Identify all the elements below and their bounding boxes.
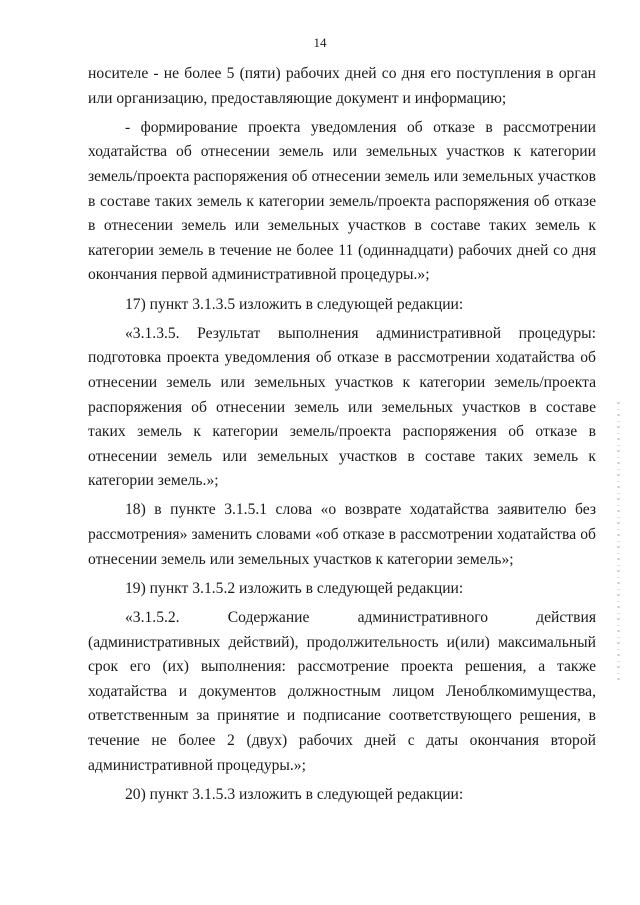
paragraph-formation-item: - формирование проекта уведомления об отказе в рассмотрении ходатайства об отнесении земель или земельных участков к категории земель/проекта распоряжения об отнесении земель или земельных участков в составе таких земель к категории земель/проекта распоряжения об отказе в отнесении земель или земельных участков в составе таких земель к категории земель в течение не более 11 (одиннадцати) рабочих дней со дня окончания первой административной процедуры.»; bbox=[88, 118, 596, 284]
paragraph-amendment-19: 19) пункт 3.1.5.2 изложить в следующей редакции: bbox=[125, 579, 464, 597]
paragraph-clause-3-1-5-2: «3.1.5.2. Содержание административного действия (административных действий), продолжительность и(или) максимальный срок его (их) выполнения: рассмотрение проекта решения, а также ходатайства и документов должностным лицом Леноблкомимущества, ответственным за принятие и подписание соответствующего решения, в течение не более 2 (двух) рабочих дней с даты окончания второй административной процедуры.»; bbox=[88, 609, 596, 774]
paragraph-amendment-18: 18) в пункте 3.1.5.1 слова «о возврате ходатайства заявителю без рассмотрения» заменить словами «об отказе в рассмотрении ходатайства об отнесении земель или земельных участков к категории земель»; bbox=[88, 501, 596, 568]
scan-edge-marks bbox=[617, 402, 620, 682]
page-number: 14 bbox=[313, 35, 327, 50]
document-body bbox=[88, 62, 596, 812]
paragraph-amendment-17: 17) пункт 3.1.3.5 изложить в следующей редакции: bbox=[125, 295, 464, 313]
paragraph-continuation: носителе - не более 5 (пяти) рабочих дней со дня его поступления в орган или организацию, предоставляющие документ и информацию; bbox=[88, 65, 596, 107]
paragraph-amendment-20: 20) пункт 3.1.5.3 изложить в следующей редакции: bbox=[125, 785, 464, 803]
paragraph-clause-3-1-3-5: «3.1.3.5. Результат выполнения административной процедуры: подготовка проекта уведомления об отказе в рассмотрении ходатайства об отнесении земель или земельных участков к категории земель/проекта распоряжения об отнесении земель или земельных участков в составе таких земель к категории земель/проекта распоряжения об отказе в отнесении земель или земельных участков в составе таких земель к категории земель.»; bbox=[88, 324, 596, 490]
